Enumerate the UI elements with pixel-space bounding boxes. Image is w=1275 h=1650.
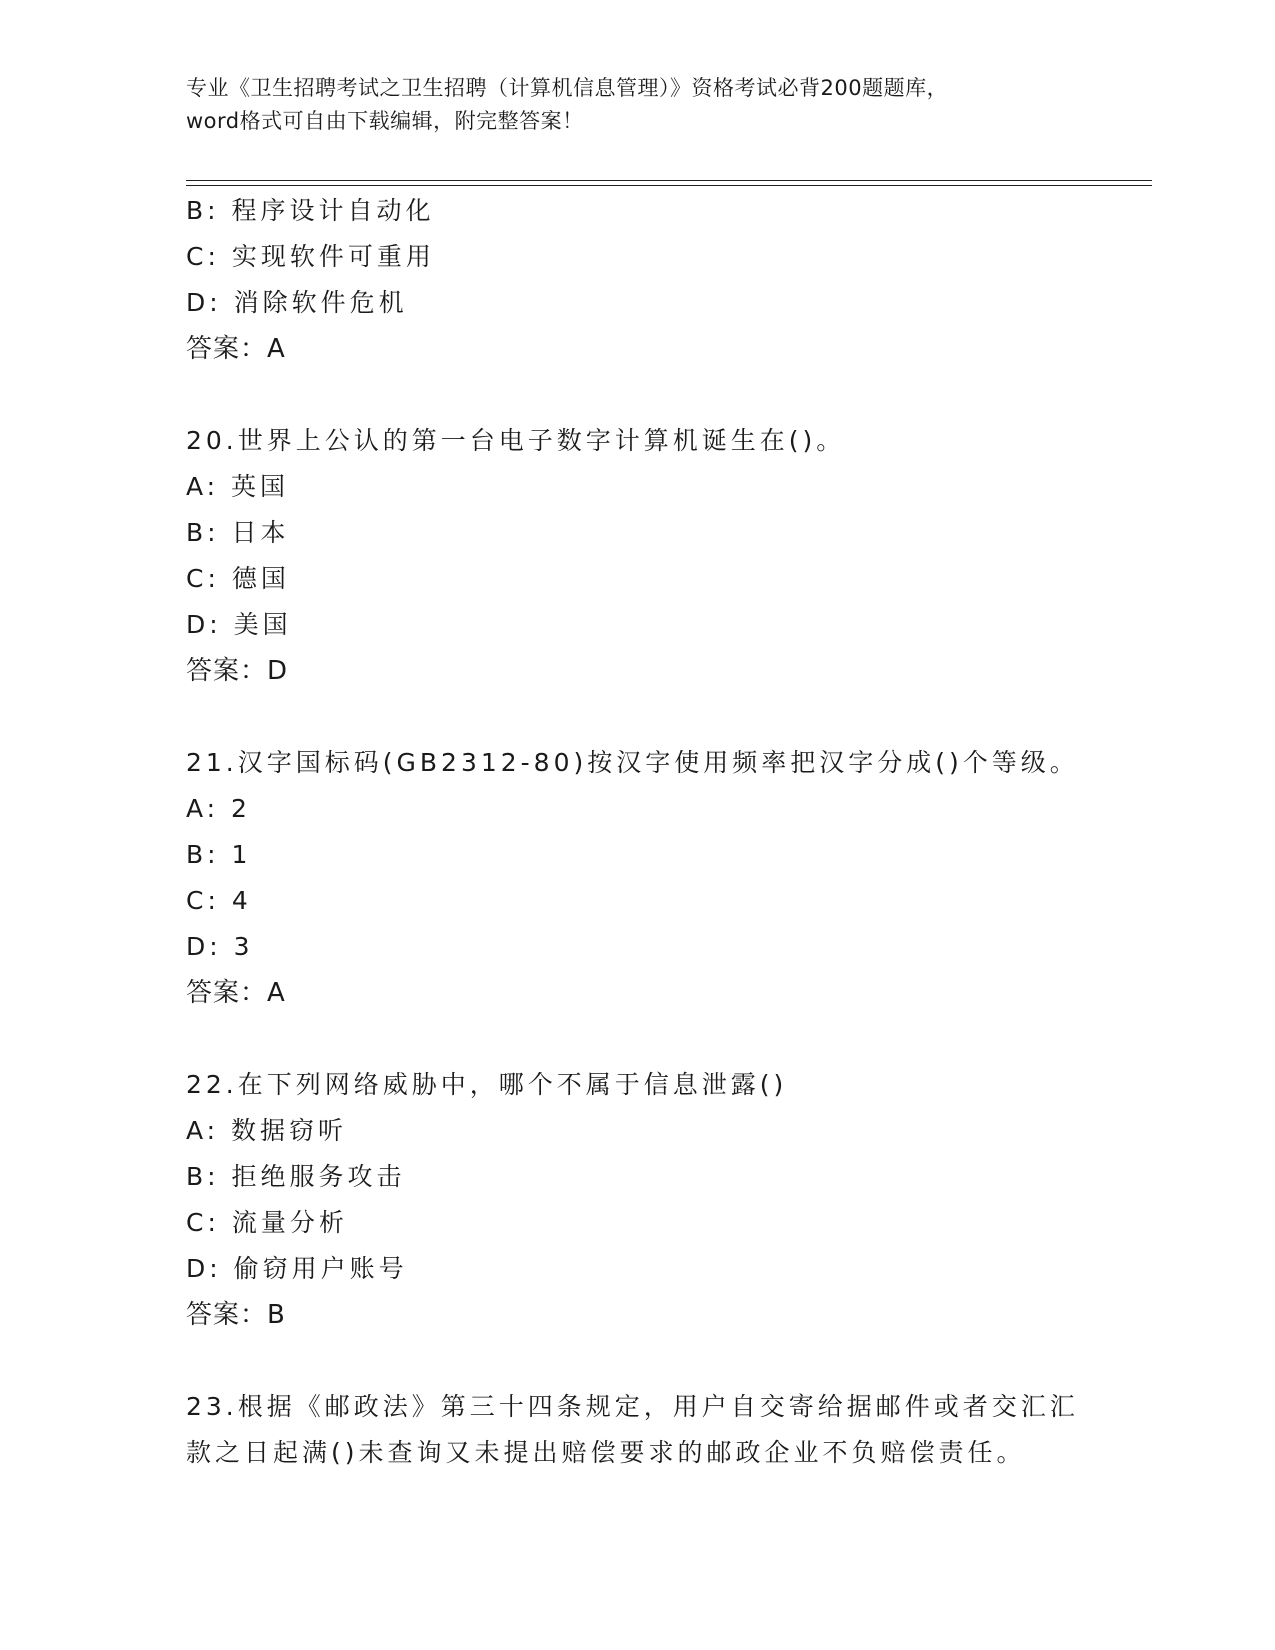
spacer <box>186 1016 1086 1062</box>
spacer <box>186 372 1086 418</box>
question-block <box>186 1062 1086 1338</box>
question-block <box>186 740 1086 1016</box>
option: B: 日本 <box>186 518 290 547</box>
document-header <box>186 72 1106 138</box>
option: C: 德国 <box>186 564 290 593</box>
answer: 答案：D <box>186 656 289 686</box>
question-text: 21.汉字国标码(GB2312-80)按汉字使用频率把汉字分成()个等级。 <box>186 748 1079 777</box>
option: D: 消除软件危机 <box>186 288 408 317</box>
spacer <box>186 694 1086 740</box>
option: C: 4 <box>186 886 252 915</box>
answer: 答案：A <box>186 334 286 364</box>
option: B: 拒绝服务攻击 <box>186 1162 406 1191</box>
option: A: 2 <box>186 794 251 823</box>
option: D: 偷窃用户账号 <box>186 1254 408 1283</box>
question-text: 22.在下列网络威胁中，哪个不属于信息泄露() <box>186 1070 788 1099</box>
header-rule-top <box>186 180 1152 181</box>
question-block <box>186 1384 1086 1476</box>
spacer <box>186 1338 1086 1384</box>
header-line-1: 专业《卫生招聘考试之卫生招聘（计算机信息管理）》资格考试必背200题题库， <box>186 76 949 100</box>
option: C: 实现软件可重用 <box>186 242 435 271</box>
question-text: 23.根据《邮政法》第三十四条规定，用户自交寄给据邮件或者交汇汇款之日起满()未查询又未提出赔偿要求的邮政企业不负赔偿责任。 <box>186 1392 1079 1467</box>
option: C: 流量分析 <box>186 1208 348 1237</box>
option: D: 3 <box>186 932 254 961</box>
question-list <box>186 188 1086 1476</box>
option: D: 美国 <box>186 610 292 639</box>
question-text: 20.世界上公认的第一台电子数字计算机诞生在()。 <box>186 426 846 455</box>
option: B: 1 <box>186 840 252 869</box>
header-line-2: word格式可自由下载编辑，附完整答案！ <box>186 109 584 133</box>
header-rule-bottom <box>186 185 1152 186</box>
question-block <box>186 188 1086 372</box>
option: A: 英国 <box>186 472 290 501</box>
question-block <box>186 418 1086 694</box>
option: B: 程序设计自动化 <box>186 196 435 225</box>
answer: 答案：A <box>186 978 286 1008</box>
answer: 答案：B <box>186 1300 286 1330</box>
option: A: 数据窃听 <box>186 1116 348 1145</box>
